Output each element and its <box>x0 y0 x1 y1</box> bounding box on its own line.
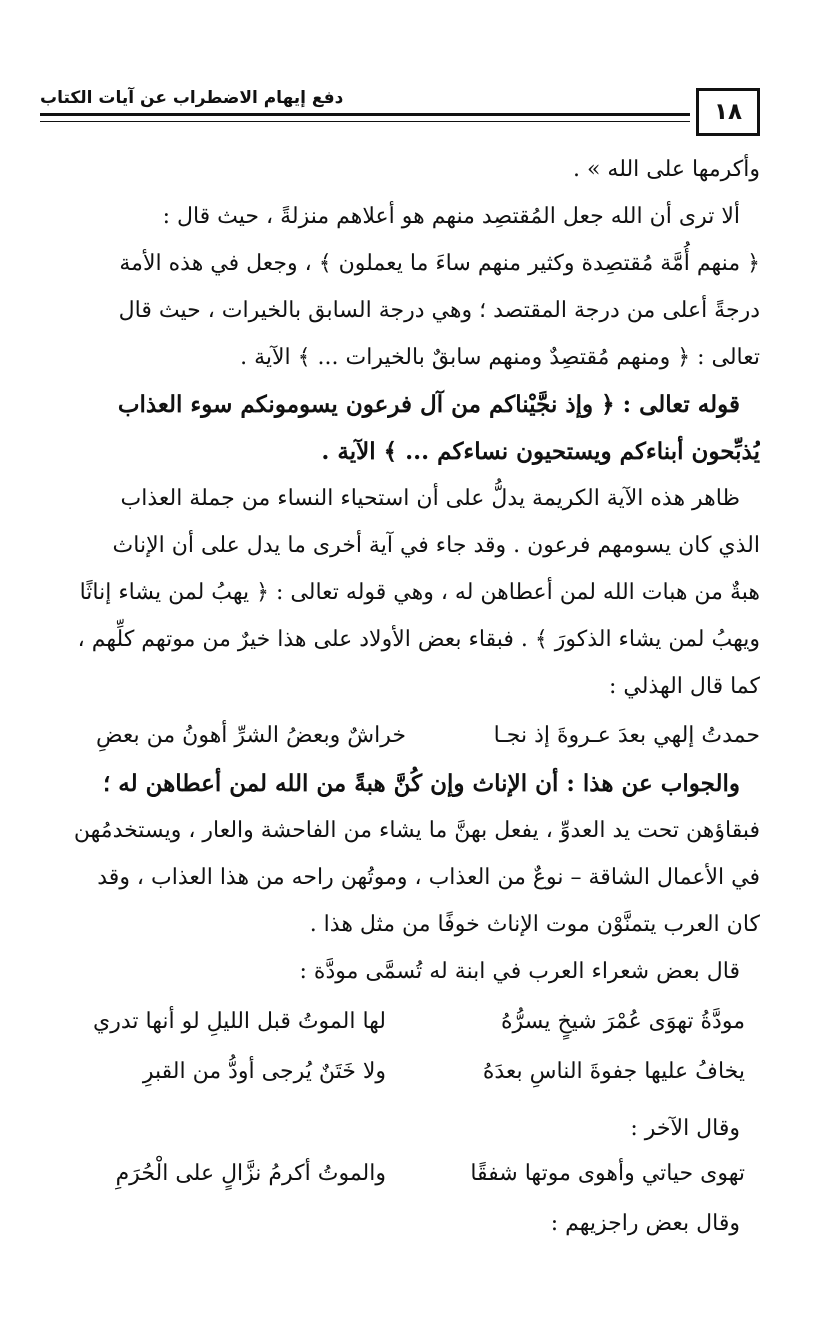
header-rule-thick <box>40 113 690 116</box>
text-line: ألا ترى أن الله جعل المُقتصِد منهم هو أعلاهم منزلةً ، حيث قال : <box>162 204 740 229</box>
text-line: الذي كان يسومهم فرعون . وقد جاء في آية أخرى ما يدل على أن الإناث <box>112 533 760 558</box>
running-header-title: دفع إيهام الاضطراب عن آيات الكتاب <box>40 88 344 108</box>
verse-hemistich-left: لها الموتُ قبل الليلِ لو أنها تدري <box>93 1009 386 1034</box>
text-line: قال بعض شعراء العرب في ابنة له تُسمَّى مودَّة : <box>299 959 740 984</box>
verse-hemistich-right: مودَّةُ تهوَى عُمْرَ شيخٍ يسرُّهُ <box>501 1009 745 1034</box>
verse-hemistich-right: تهوى حياتي وأهوى موتها شفقًا <box>470 1161 745 1186</box>
page-number: ١٨ <box>696 88 760 136</box>
text-line: وقال بعض راجزيهم : <box>550 1211 740 1236</box>
verse-hemistich-left: خراشٌ وبعضُ الشرِّ أهونُ من بعضِ <box>95 723 406 748</box>
text-line: ظاهر هذه الآية الكريمة يدلُّ على أن استحياء النساء من جملة العذاب <box>120 486 740 511</box>
text-line: هبةٌ من هبات الله لمن أعطاهن له ، وهي قوله تعالى : ﴿ يهبُ لمن يشاء إناثًا <box>79 580 760 605</box>
text-line: درجةً أعلى من درجة المقتصد ؛ وهي درجة السابق بالخيرات ، حيث قال <box>118 298 760 323</box>
verse-hemistich-right: حمدتُ إلهي بعدَ عـروةَ إذ نجـا <box>493 723 760 748</box>
text-line: قوله تعالى : ﴿ وإذ نجَّيْناكم من آل فرعون يسومونكم سوء العذاب <box>117 391 740 418</box>
verse-hemistich-right: يخافُ عليها جفوةَ الناسِ بعدَهُ <box>482 1059 745 1084</box>
text-line: كما قال الهذلي : <box>608 674 760 699</box>
text-line: وقال الآخر : <box>630 1116 740 1141</box>
verse-hemistich-left: والموتُ أكرمُ نزَّالٍ على الْحُرَمِ <box>115 1161 386 1186</box>
verse-hemistich-left: ولا خَتَنٌ يُرجى أودُّ من القبرِ <box>142 1059 386 1084</box>
text-line: كان العرب يتمنَّوْن موت الإناث خوفًا من مثل هذا . <box>309 912 760 937</box>
text-line: فبقاؤهن تحت يد العدوِّ ، يفعل بهنَّ ما يشاء من الفاحشة والعار ، ويستخدمُهن <box>73 818 760 843</box>
text-line: ويهبُ لمن يشاء الذكورَ ﴾ . فبقاء بعض الأولاد على هذا خيرٌ من موتهم كلِّهم ، <box>77 627 760 652</box>
header-rule-thin <box>40 121 690 122</box>
text-line: يُذبِّحون أبناءكم ويستحيون نساءكم ... ﴾ الآية . <box>321 438 760 465</box>
text-line: والجواب عن هذا : أن الإناث وإن كُنَّ هبةً من الله لمن أعطاهن له ؛ <box>102 770 740 797</box>
text-line: في الأعمال الشاقة – نوعٌ من العذاب ، وموتُهن راحه من هذا العذاب ، وقد <box>97 865 760 890</box>
text-line: تعالى : ﴿ ومنهم مُقتصِدٌ ومنهم سابقٌ بالخيرات ... ﴾ الآية . <box>240 345 760 370</box>
text-line: وأكرمها على الله » . <box>572 157 760 182</box>
text-line: ﴿ منهم أُمَّة مُقتصِدة وكثير منهم ساءَ ما يعملون ﴾ ، وجعل في هذه الأمة <box>119 251 760 276</box>
